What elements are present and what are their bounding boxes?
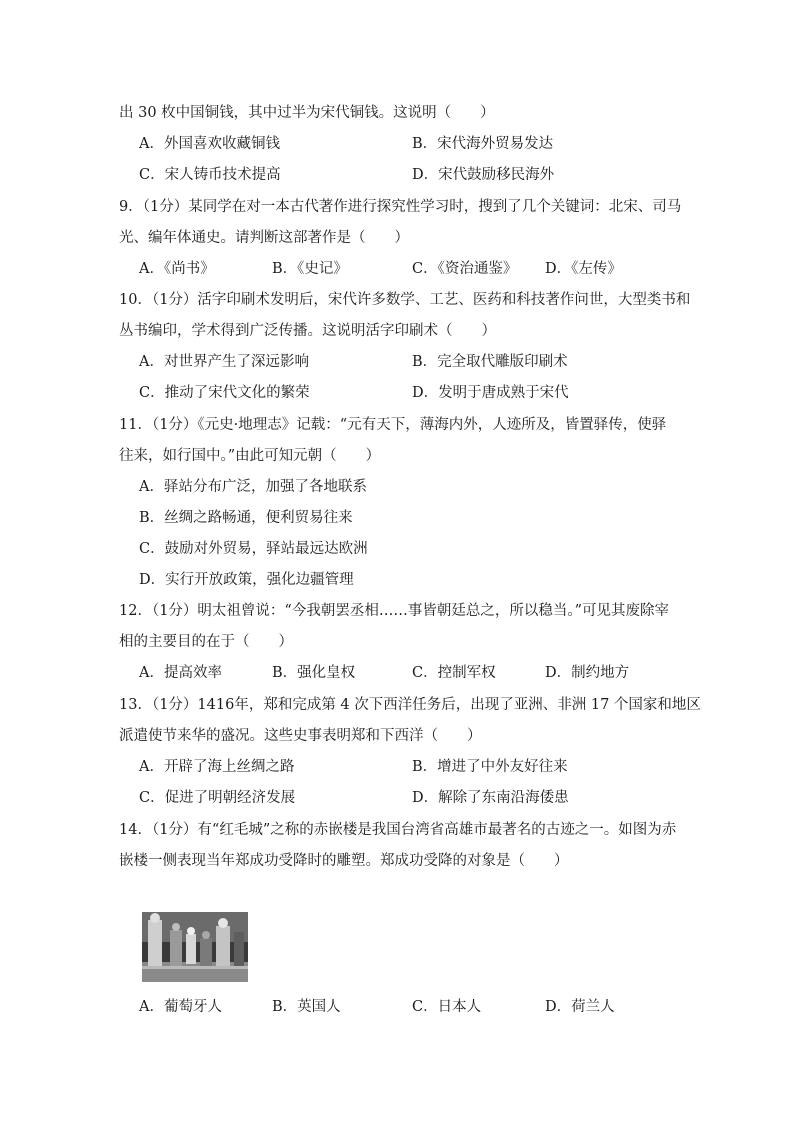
q13-option-a[interactable]: A．开辟了海上丝绸之路 bbox=[139, 759, 295, 775]
q9-stem-line1: 9．（1分）某同学在对一本古代著作进行探究性学习时，搜到了几个关键词：北宋、司马 bbox=[119, 199, 682, 215]
q10-stem-line1: 10．（1分）活字印刷术发明后，宋代许多数学、工艺、医药和科技著作问世，大型类书和 bbox=[119, 292, 691, 308]
q12-option-b[interactable]: B．强化皇权 bbox=[272, 665, 356, 681]
q12-stem-line2: 相的主要目的在于（ ） bbox=[119, 634, 293, 650]
q14-option-c[interactable]: C．日本人 bbox=[412, 999, 482, 1015]
q12-option-a[interactable]: A．提高效率 bbox=[139, 665, 222, 681]
q10-option-c[interactable]: C．推动了宋代文化的繁荣 bbox=[139, 385, 310, 401]
q8-option-b[interactable]: B．宋代海外贸易发达 bbox=[412, 136, 554, 152]
q14-option-a[interactable]: A．葡萄牙人 bbox=[139, 999, 222, 1015]
q14-stem-line2: 嵌楼一侧表现当年郑成功受降时的雕塑。郑成功受降的对象是（ ） bbox=[119, 853, 569, 869]
q11-option-a[interactable]: A．驿站分布广泛，加强了各地联系 bbox=[139, 479, 367, 495]
q12-stem-line1: 12．（1分）明太祖曾说：“今我朝罢丞相……事皆朝廷总之，所以稳当。”可见其废除宰 bbox=[119, 603, 669, 619]
q11-stem-line2: 往来，如行国中。”由此可知元朝（ ） bbox=[119, 448, 381, 464]
sculpture-photo bbox=[142, 912, 248, 982]
q9-option-a[interactable]: A．《尚书》 bbox=[139, 261, 215, 277]
q9-option-b[interactable]: B．《史记》 bbox=[272, 261, 348, 277]
q11-option-b[interactable]: B．丝绸之路畅通，便利贸易往来 bbox=[139, 510, 353, 526]
q11-option-d[interactable]: D．实行开放政策，强化边疆管理 bbox=[139, 572, 354, 588]
q8-option-a[interactable]: A．外国喜欢收藏铜钱 bbox=[139, 136, 280, 152]
q9-option-d[interactable]: D．《左传》 bbox=[545, 261, 622, 277]
q14-option-d[interactable]: D．荷兰人 bbox=[545, 999, 615, 1015]
q13-option-c[interactable]: C．促进了明朝经济发展 bbox=[139, 790, 296, 806]
q14-stem-line1: 14．（1分）有“红毛城”之称的赤嵌楼是我国台湾省高雄市最著名的古迹之一。如图为赤 bbox=[119, 822, 677, 838]
q13-option-d[interactable]: D．解除了东南沿海倭患 bbox=[412, 790, 569, 806]
q13-stem-line2: 派遣使节来华的盛况。这些史事表明郑和下西洋（ ） bbox=[119, 728, 482, 744]
q8-stem-tail: 出 30 枚中国铜钱，其中过半为宋代铜钱。这说明（ ） bbox=[119, 105, 495, 121]
q13-option-b[interactable]: B．增进了中外友好往来 bbox=[412, 759, 568, 775]
q11-option-c[interactable]: C．鼓励对外贸易，驿站最远达欧洲 bbox=[139, 541, 368, 557]
q13-stem-line1: 13．（1分）1416年，郑和完成第 4 次下西洋任务后，出现了亚洲、非洲 17 个国家和地区 bbox=[119, 697, 701, 713]
q10-option-d[interactable]: D．发明于唐成熟于宋代 bbox=[412, 385, 569, 401]
sculpture-photo-graphic bbox=[142, 912, 248, 982]
q9-option-c[interactable]: C．《资治通鉴》 bbox=[412, 261, 518, 277]
q8-option-d[interactable]: D．宋代鼓励移民海外 bbox=[412, 167, 555, 183]
q10-option-a[interactable]: A．对世界产生了深远影响 bbox=[139, 354, 309, 370]
q8-option-c[interactable]: C．宋人铸币技术提高 bbox=[139, 167, 281, 183]
q10-option-b[interactable]: B．完全取代雕版印刷术 bbox=[412, 354, 568, 370]
q10-stem-line2: 丛书编印，学术得到广泛传播。这说明活字印刷术（ ） bbox=[119, 323, 496, 339]
q12-option-c[interactable]: C．控制军权 bbox=[412, 665, 496, 681]
q14-option-b[interactable]: B．英国人 bbox=[272, 999, 341, 1015]
q12-option-d[interactable]: D．制约地方 bbox=[545, 665, 630, 681]
q11-stem-line1: 11．（1分）《元史·地理志》记载：“元有天下，薄海内外，人迹所及，皆置驿传，使驿 bbox=[119, 417, 667, 433]
q9-stem-line2: 光、编年体通史。请判断这部著作是（ ） bbox=[119, 230, 409, 246]
